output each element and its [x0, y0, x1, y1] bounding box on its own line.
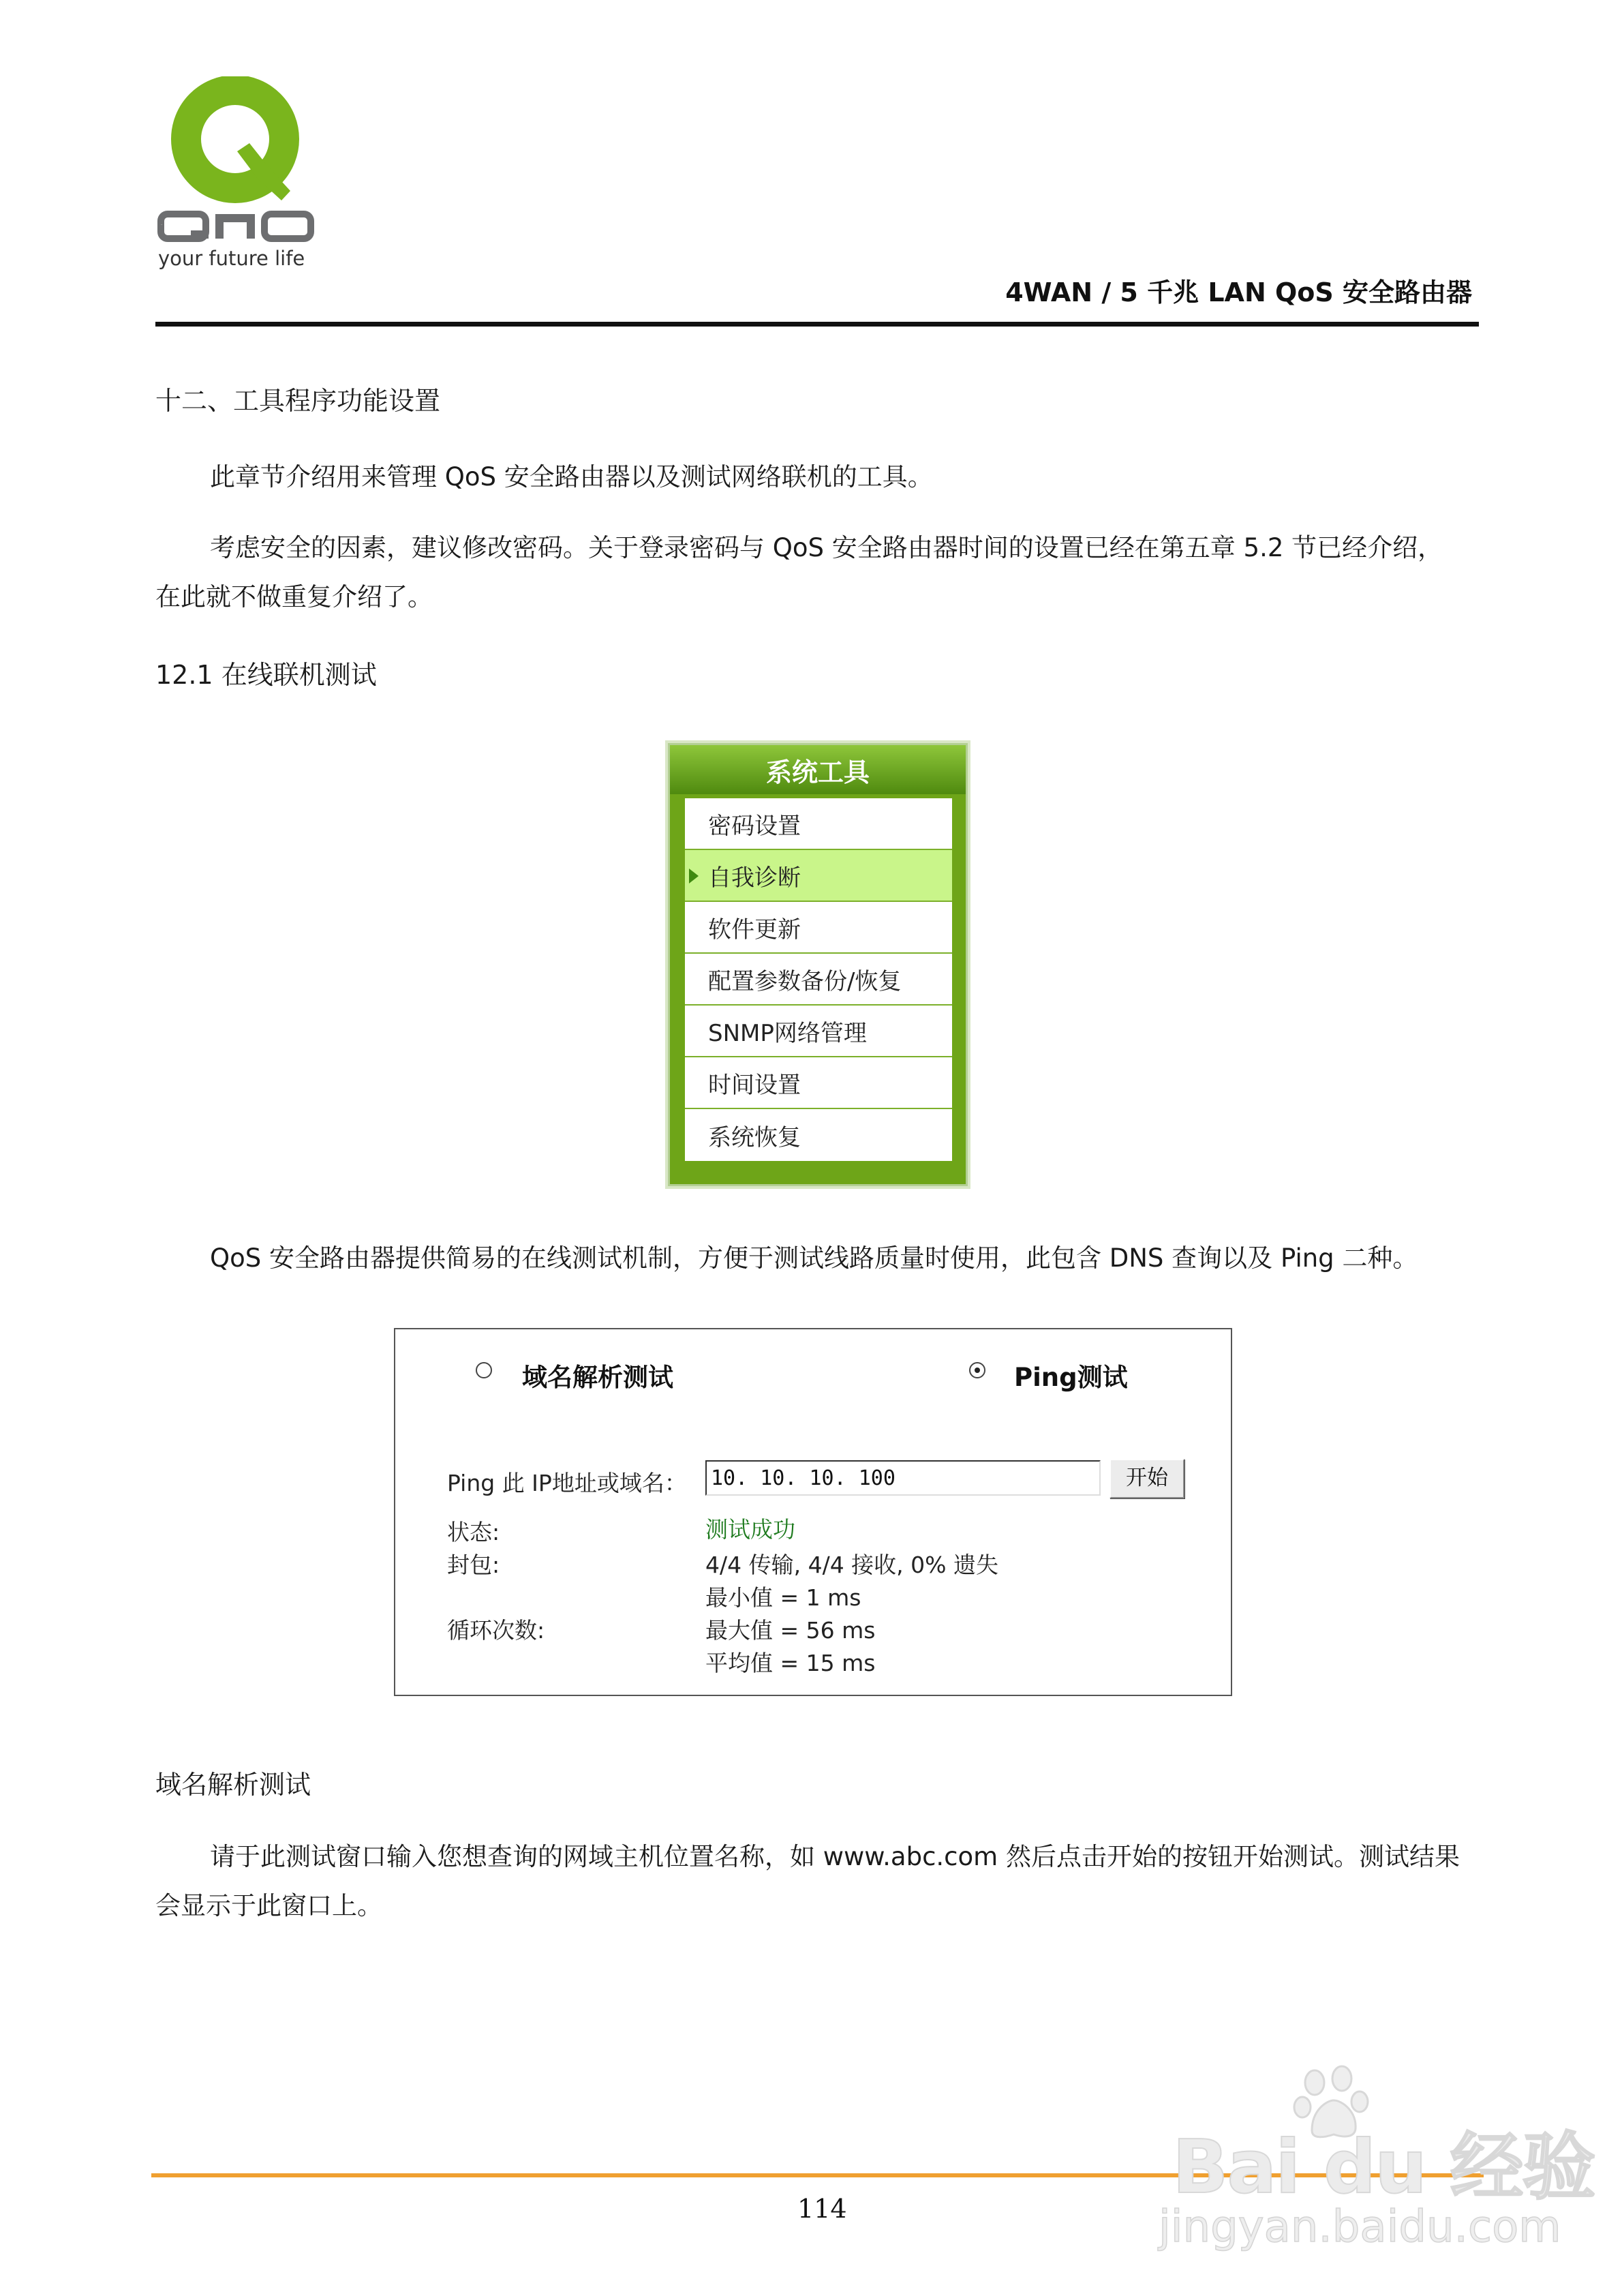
menu-item-firmware-update[interactable] [685, 902, 952, 954]
menu-item-label: 密码设置 [708, 812, 801, 840]
ping-target-label: Ping 此 IP地址或域名： [447, 1470, 687, 1496]
arrow-right-icon [689, 868, 699, 883]
dns-section-text: 请于此测试窗口输入您想查询的网域主机位置名称，如 www.abc.com 然后点击开始的按钮开始测试。测试结果会显示于此窗口上。 [155, 1842, 1460, 1920]
menu-item-label: 配置参数备份/恢复 [708, 967, 902, 995]
section-description: QoS 安全路由器提供简易的在线测试机制，方便于测试线路质量时使用，此包含 DNS 查询以及 Ping 二种。 [210, 1243, 1418, 1273]
online-test-panel [394, 1328, 1232, 1696]
radio-selected-dot [975, 1368, 980, 1373]
header-divider [155, 322, 1479, 327]
menu-item-label: 软件更新 [708, 916, 801, 943]
watermark-brand: Bai du 经验 [1172, 2125, 1595, 2210]
menu-title: 系统工具 [670, 745, 966, 794]
menu-item-self-diagnosis[interactable] [685, 850, 952, 902]
packets-label: 封包: [447, 1552, 500, 1578]
header-title: 4WAN / 5 千兆 LAN QoS 安全路由器 [1005, 277, 1472, 307]
status-value: 测试成功 [705, 1516, 795, 1543]
start-button[interactable]: 开始 [1110, 1459, 1184, 1498]
menu-item-label: 系统恢复 [708, 1123, 801, 1151]
min-value: 最小值 = 1 ms [705, 1584, 861, 1611]
watermark-url: jingyan.baidu.com [1159, 2202, 1561, 2252]
menu-item-label: SNMP网络管理 [708, 1019, 867, 1047]
qno-logo [155, 76, 319, 274]
avg-value: 平均值 = 15 ms [705, 1650, 876, 1676]
page-number: 114 [797, 2194, 847, 2224]
section-title: 12.1 在线联机测试 [155, 660, 377, 690]
max-value: 最大值 = 56 ms [705, 1617, 876, 1644]
chapter-intro-1: 此章节介绍用来管理 QoS 安全路由器以及测试网络联机的工具。 [210, 462, 933, 492]
logo-tagline: your future life [158, 247, 305, 270]
menu-item-password[interactable] [685, 798, 952, 850]
ping-target-input[interactable] [705, 1460, 1101, 1496]
menu-item-label: 时间设置 [708, 1071, 801, 1099]
dns-test-label: 域名解析测试 [522, 1363, 673, 1392]
chapter-title: 十二、工具程序功能设置 [155, 386, 441, 416]
loop-count-label: 循环次数: [447, 1617, 545, 1644]
menu-item-system-restore[interactable] [685, 1109, 952, 1161]
system-tools-menu [668, 743, 968, 1186]
dns-test-radio[interactable] [476, 1362, 492, 1378]
packets-value: 4/4 传输, 4/4 接收, 0% 遗失 [705, 1552, 998, 1578]
menu-list [685, 798, 952, 1161]
ping-test-radio[interactable] [969, 1362, 985, 1378]
dns-section-title: 域名解析测试 [155, 1770, 311, 1800]
menu-item-label: 自我诊断 [708, 864, 801, 892]
menu-item-time[interactable] [685, 1057, 952, 1109]
status-label: 状态: [447, 1519, 500, 1545]
svg-text:QNO: QNO [161, 225, 163, 226]
menu-item-snmp[interactable] [685, 1006, 952, 1057]
ping-test-label: Ping测试 [1014, 1363, 1128, 1392]
menu-item-config-backup[interactable] [685, 954, 952, 1006]
chapter-intro-2: 考虑安全的因素，建议修改密码。关于登录密码与 QoS 安全路由器时间的设置已经在第五章 5.2 节已经介绍，在此就不做重复介绍了。 [155, 533, 1443, 611]
